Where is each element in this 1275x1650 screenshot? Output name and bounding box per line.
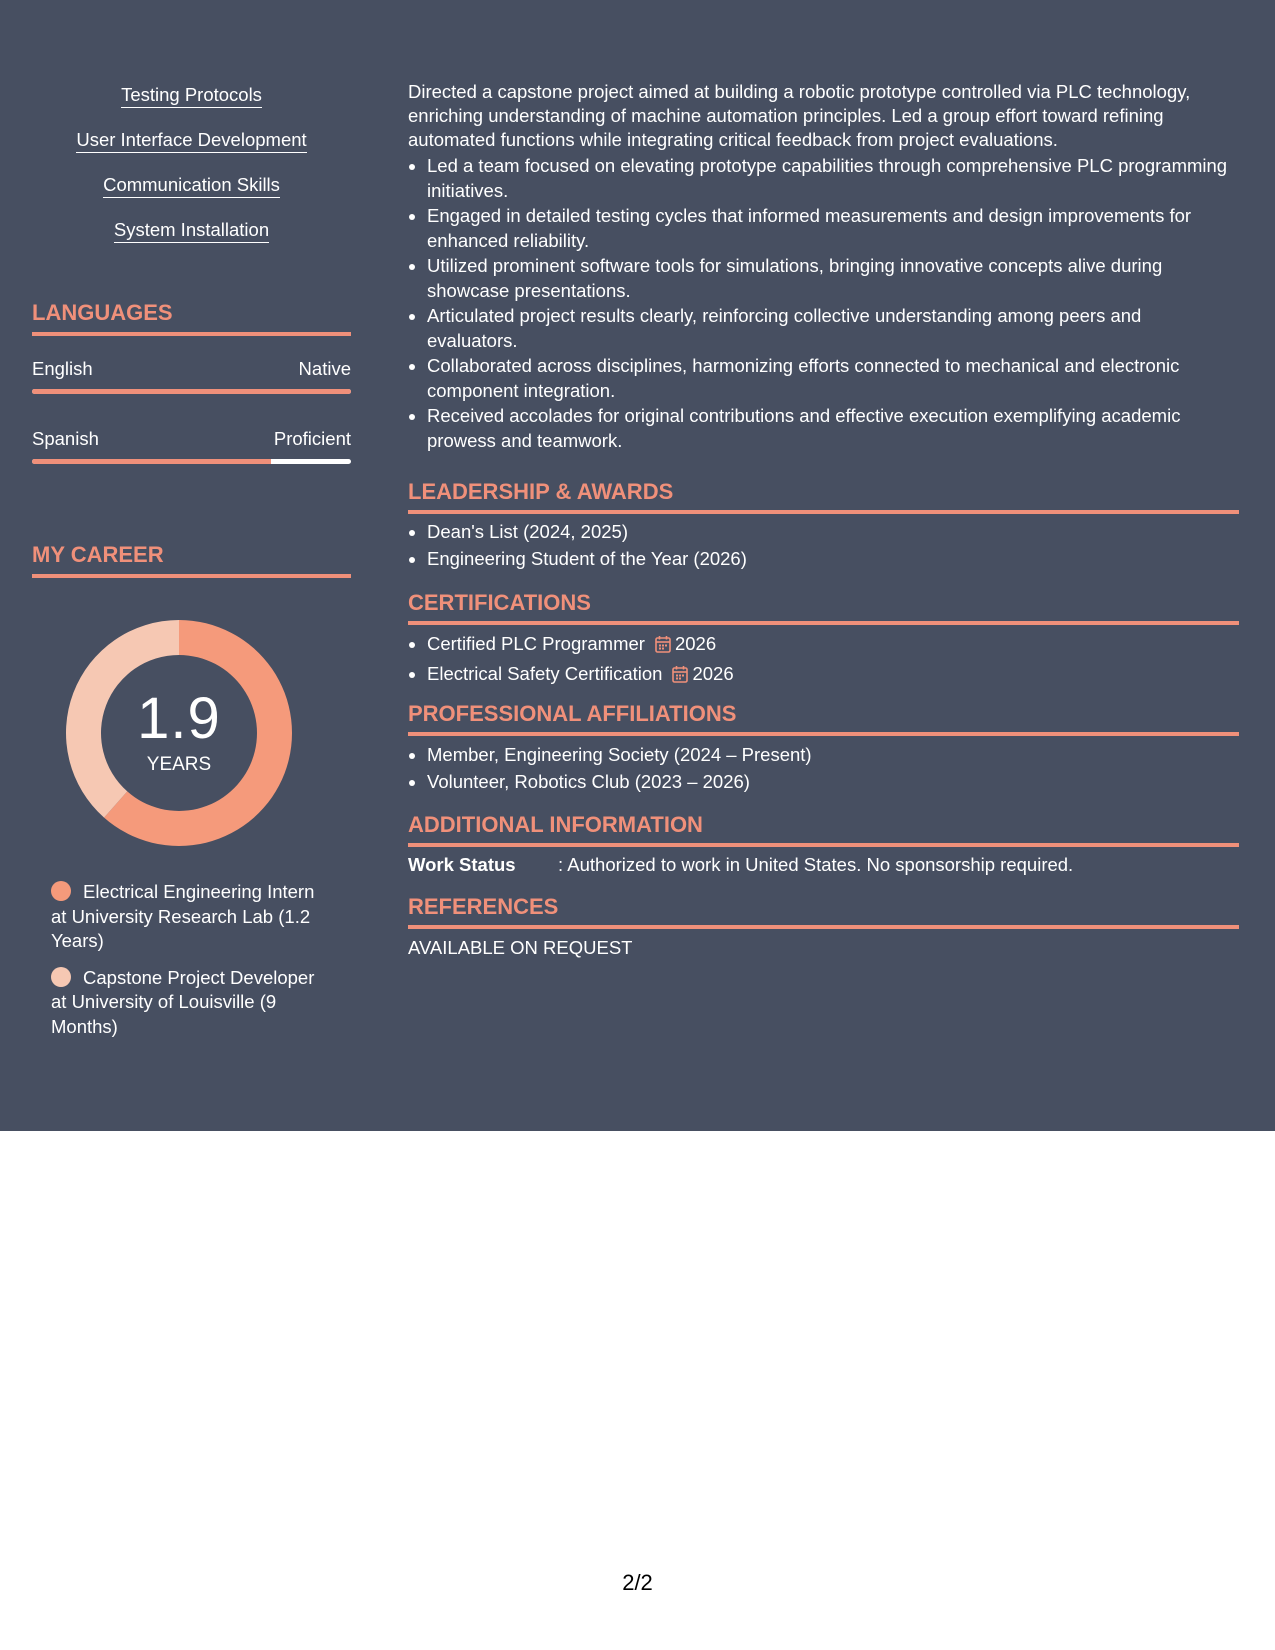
language-level-bar xyxy=(32,389,351,394)
experience-bullet: Articulated project results clearly, reinforcing collective understanding among peers and evaluators. xyxy=(408,304,1228,353)
certifications-heading: CERTIFICATIONS xyxy=(408,590,1239,625)
language-name: English xyxy=(32,358,93,379)
calendar-icon xyxy=(655,635,671,660)
experience-summary: Directed a capstone project aimed at building a robotic prototype controlled via PLC technology, enriching understanding of machine automation principles. Led a group effort toward refining automated functions while integrating critical feedback from project evaluations. xyxy=(408,81,1191,150)
references-text: AVAILABLE ON REQUEST xyxy=(408,937,633,958)
certification-name: Certified PLC Programmer xyxy=(427,633,645,654)
experience-bullet: Engaged in detailed testing cycles that informed measurements and design improvements for enhanced reliability. xyxy=(408,204,1228,253)
career-legend-item xyxy=(51,880,331,954)
affiliation-item: Member, Engineering Society (2024 – Present) xyxy=(408,743,1239,768)
work-status-value: : Authorized to work in United States. No sponsorship required. xyxy=(558,854,1074,875)
career-donut-chart xyxy=(66,620,292,846)
experience-bullet: Collaborated across disciplines, harmonizing efforts connected to mechanical and electronic component integration. xyxy=(408,354,1228,403)
language-level-fill xyxy=(32,389,351,394)
skill-item xyxy=(32,84,351,129)
career-total: 1.9 xyxy=(137,686,221,751)
page-number: 2/2 xyxy=(622,1570,653,1595)
leadership-list xyxy=(408,520,1239,573)
certification-year: 2026 xyxy=(692,662,734,684)
career-legend xyxy=(51,880,331,1051)
experience-bullet: Led a team focused on elevating prototype capabilities through comprehensive PLC programming initiatives. xyxy=(408,154,1228,203)
experience-bullet: Received accolades for original contributions and effective execution exemplifying academic prowess and teamwork. xyxy=(408,404,1228,453)
skill-label: System Installation xyxy=(114,219,269,243)
experience-bullets xyxy=(408,154,1228,454)
certification-year: 2026 xyxy=(674,633,717,654)
skill-item xyxy=(32,219,351,264)
leadership-heading: LEADERSHIP & AWARDS xyxy=(408,479,1239,514)
language-english xyxy=(32,358,351,394)
leadership-item: Engineering Student of the Year (2026) xyxy=(408,547,1239,572)
additional-heading: ADDITIONAL INFORMATION xyxy=(408,812,1239,847)
language-level: Native xyxy=(298,358,351,379)
references-heading: REFERENCES xyxy=(408,894,1239,929)
legend-dot xyxy=(51,881,71,901)
certification-name: Electrical Safety Certification xyxy=(427,662,663,684)
skill-item xyxy=(32,129,351,174)
calendar-icon xyxy=(672,665,688,690)
career-legend-item xyxy=(51,966,331,1040)
skill-label: Testing Protocols xyxy=(121,84,262,108)
language-level-fill xyxy=(32,459,271,464)
work-status-label: Work Status xyxy=(408,854,516,875)
legend-dot xyxy=(51,967,71,987)
skill-label: User Interface Development xyxy=(76,129,306,153)
career-unit: YEARS xyxy=(146,754,212,775)
certification-item xyxy=(408,632,1239,660)
leadership-item: Dean's List (2024, 2025) xyxy=(408,520,1239,545)
career-heading: MY CAREER xyxy=(32,542,351,578)
career-legend-label: Capstone Project Developer at University of Louisville (9 Months) xyxy=(51,966,315,1037)
skill-label: Communication Skills xyxy=(103,174,280,198)
skill-item xyxy=(32,174,351,219)
skills-list xyxy=(32,84,351,264)
affiliation-item: Volunteer, Robotics Club (2023 – 2026) xyxy=(408,770,1239,795)
career-legend-label: Electrical Engineering Intern at University Research Lab (1.2 Years) xyxy=(51,881,315,951)
language-spanish xyxy=(32,428,351,464)
certifications-list xyxy=(408,632,1239,691)
language-level-bar xyxy=(32,459,351,464)
certification-item xyxy=(408,662,1239,690)
language-level: Proficient xyxy=(273,428,351,449)
language-name: Spanish xyxy=(32,428,99,449)
languages-heading: LANGUAGES xyxy=(32,300,351,336)
work-status xyxy=(408,853,1073,877)
donut-center xyxy=(66,620,292,846)
affiliations-heading: PROFESSIONAL AFFILIATIONS xyxy=(408,701,1239,736)
experience-bullet: Utilized prominent software tools for simulations, bringing innovative concepts alive during showcase presentations. xyxy=(408,254,1228,303)
affiliations-list xyxy=(408,743,1239,796)
